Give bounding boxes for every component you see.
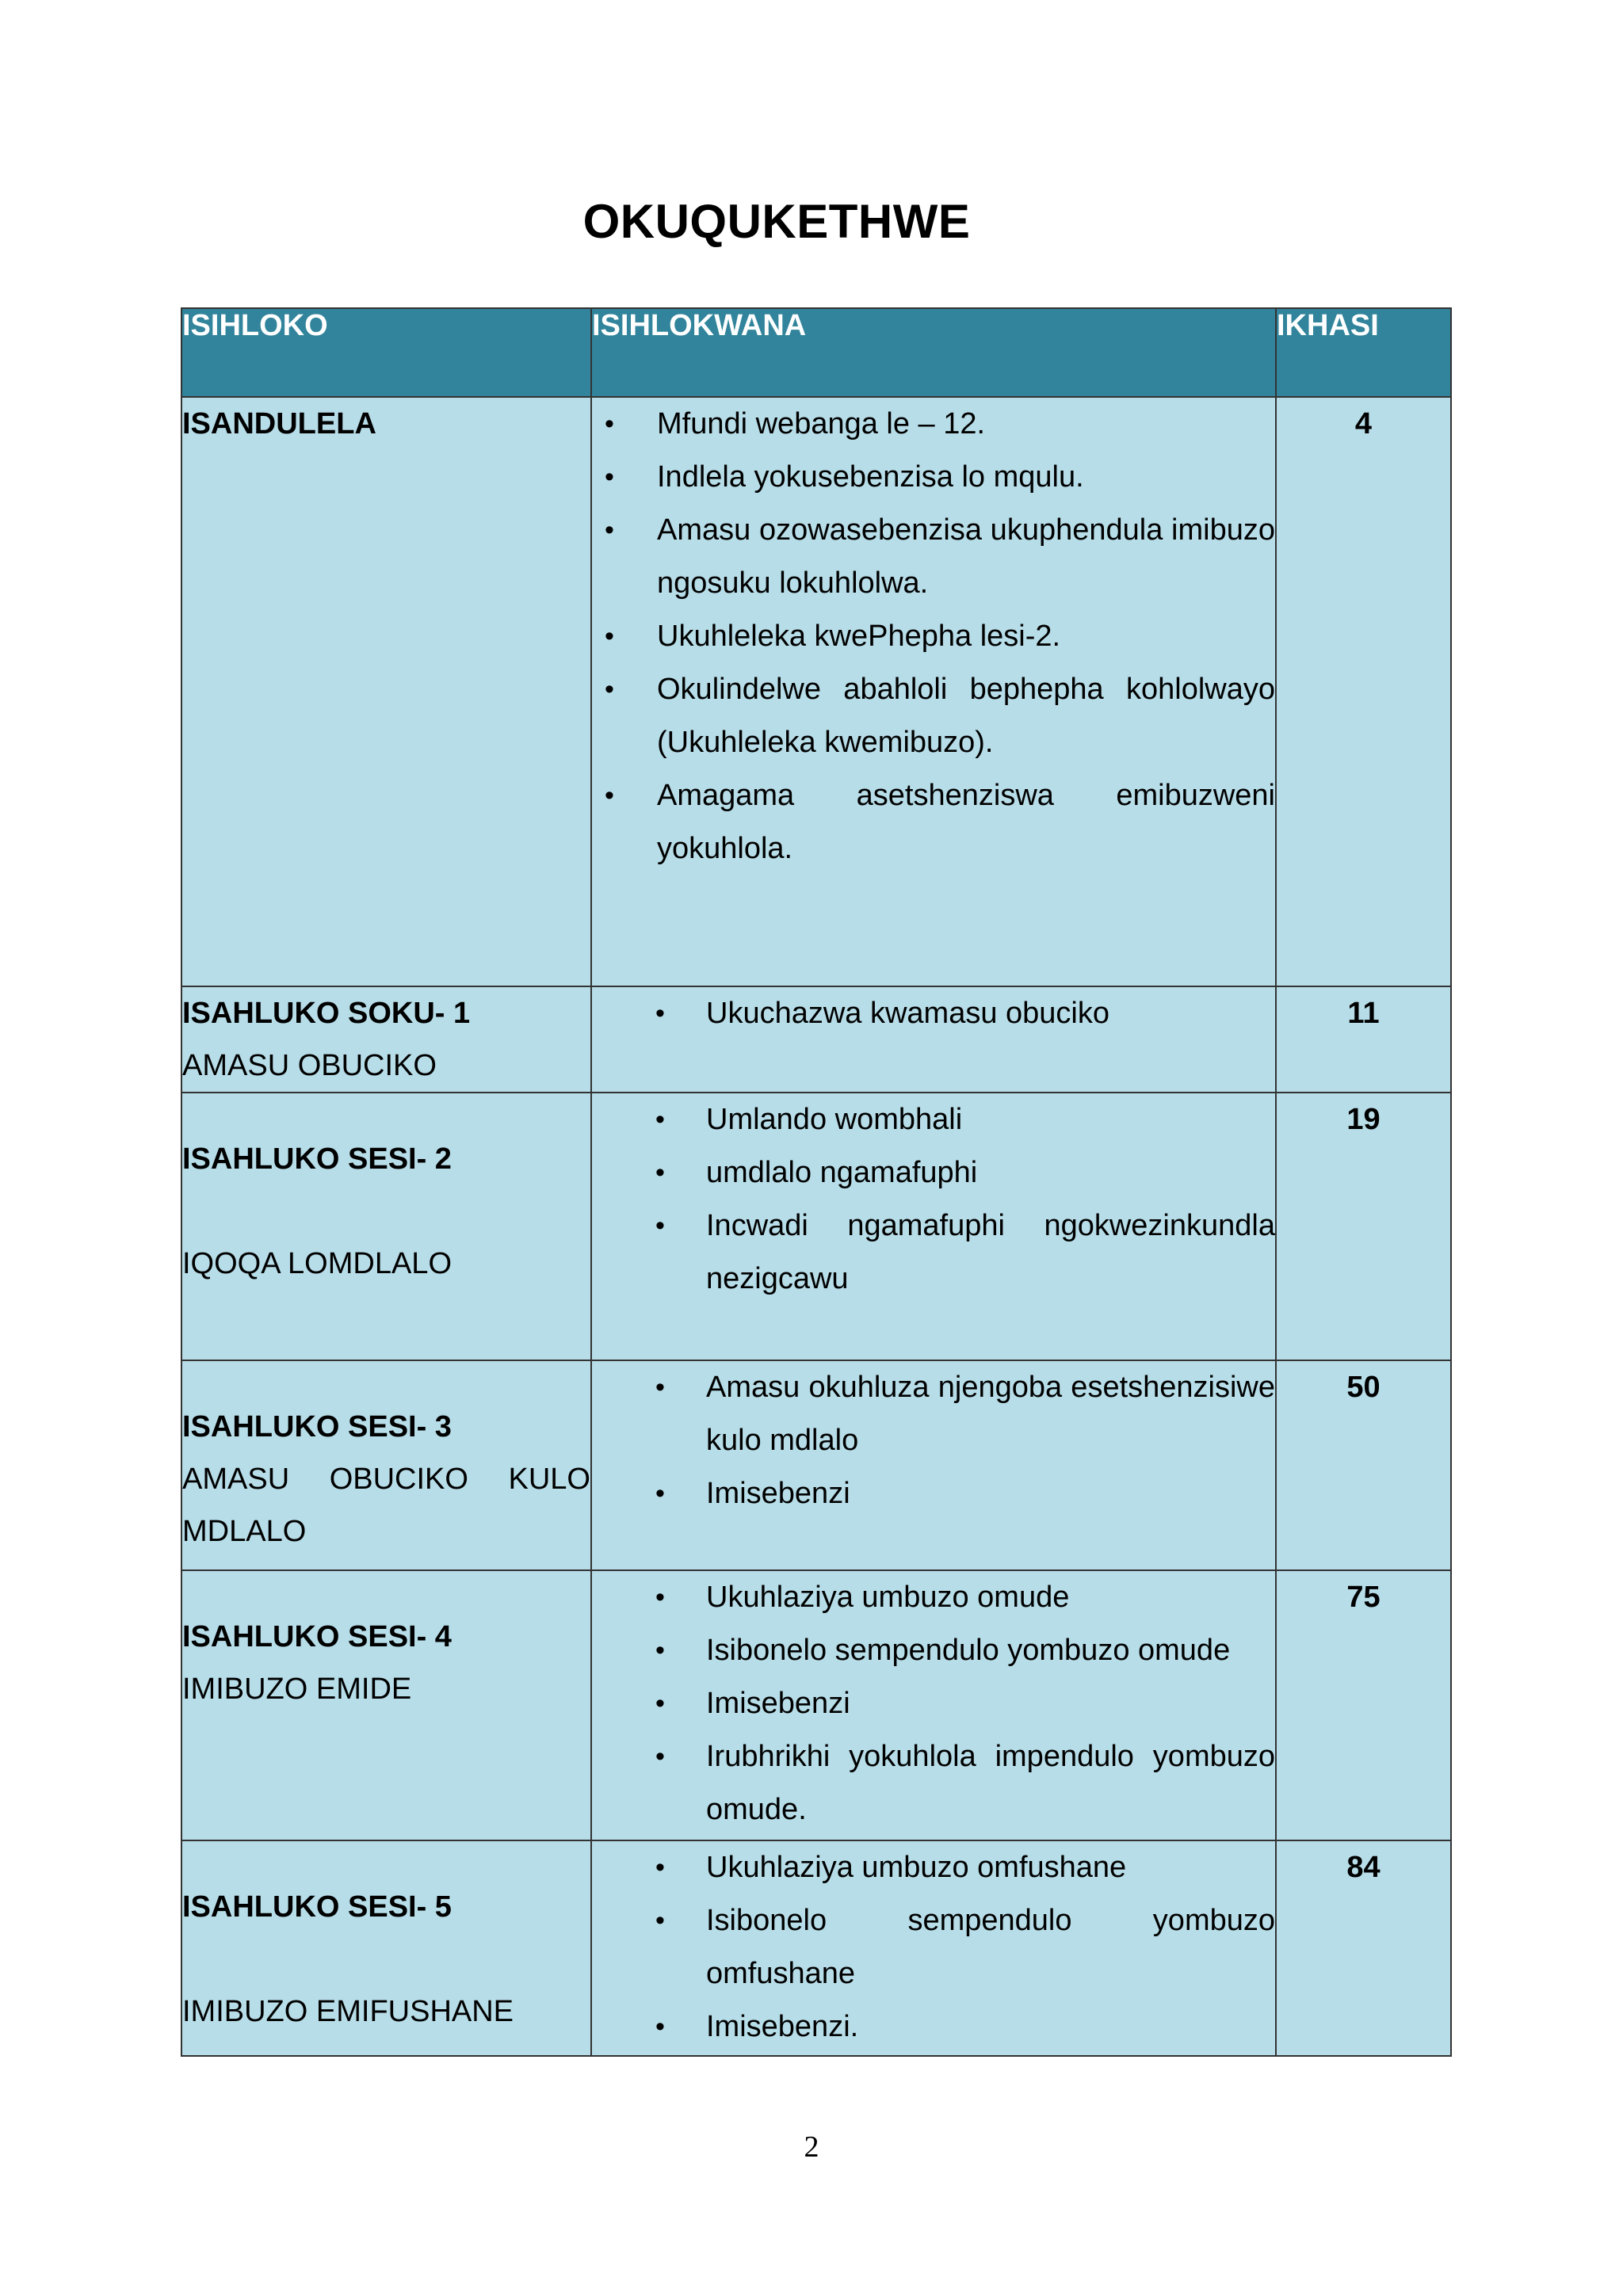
bullet-icon: • (655, 998, 665, 1028)
list-item: • Ukuhlaziya umbuzo omude (592, 1571, 1275, 1624)
bullet-icon: • (605, 780, 614, 810)
list-item: • Mfundi webanga le – 12. (592, 398, 1275, 451)
page-cell: 50 (1276, 1360, 1451, 1570)
bullet-icon: • (655, 1158, 665, 1188)
list-item: • Amagama asetshenziswa emibuzweni yokuhlola. (592, 769, 1275, 875)
section-code: ISAHLUKO SESI- 2 (182, 1142, 452, 1176)
topics-cell (591, 1360, 1276, 1570)
section-cell (181, 1840, 591, 2056)
header-topic: ISIHLOKO (181, 308, 591, 397)
table-row (181, 1360, 1451, 1570)
list-item: • Imisebenzi (592, 1677, 1275, 1730)
bullet-icon: • (655, 1478, 665, 1508)
page-cell: 84 (1276, 1840, 1451, 2056)
section-cell (181, 986, 591, 1093)
page-cell: 75 (1276, 1570, 1451, 1840)
list-item: • umdlalo ngamafuphi (592, 1146, 1275, 1199)
header-subtopic: ISIHLOKWANA (591, 308, 1276, 397)
topic-list (592, 1571, 1275, 1836)
list-item: • Imisebenzi (592, 1467, 1275, 1520)
section-cell (181, 1093, 591, 1360)
list-item: • Ukuhlaziya umbuzo omfushane (592, 1841, 1275, 1894)
section-name: AMASU OBUCIKO (182, 1049, 437, 1082)
topics-cell (591, 1840, 1276, 2056)
section-code: ISAHLUKO SESI- 3 (182, 1410, 452, 1444)
bullet-icon: • (605, 409, 614, 439)
topic-list (592, 1093, 1275, 1306)
table-header-row (181, 308, 1451, 397)
page-cell: 4 (1276, 397, 1451, 986)
page-title: OKUQUKETHWE (582, 195, 971, 248)
list-item: • Isibonelo sempendulo yombuzo omfushane (592, 1894, 1275, 2000)
section-code: ISAHLUKO SESI- 5 (182, 1890, 452, 1924)
table-row (181, 1093, 1451, 1360)
topic-list (592, 398, 1275, 875)
list-item: • Amasu okuhluza njengoba esetshenzisiwe kulo mdlalo (592, 1361, 1275, 1467)
section-name: IMIBUZO EMIFUSHANE (182, 1995, 514, 2028)
list-item: • Isibonelo sempendulo yombuzo omude (592, 1624, 1275, 1677)
list-item: • Imisebenzi. (592, 2000, 1275, 2054)
bullet-icon: • (655, 1852, 665, 1882)
bullet-icon: • (655, 1905, 665, 1936)
topic-list (592, 1841, 1275, 2054)
header-page: IKHASI (1276, 308, 1451, 397)
list-item: • Ukuhleleka kwePhepha lesi-2. (592, 610, 1275, 663)
list-item: • Incwadi ngamafuphi ngokwezinkundla nezigcawu (592, 1199, 1275, 1306)
bullet-icon: • (655, 1211, 665, 1241)
list-item: • Umlando wombhali (592, 1093, 1275, 1146)
topics-cell (591, 1570, 1276, 1840)
section-name: IQOQA LOMDLALO (182, 1247, 452, 1280)
section-code: ISAHLUKO SOKU- 1 (182, 997, 471, 1030)
bullet-icon: • (605, 515, 614, 545)
list-item: • Indlela yokusebenzisa lo mqulu. (592, 451, 1275, 504)
section-cell (181, 1570, 591, 1840)
table-row (181, 1840, 1451, 2056)
topics-cell (591, 397, 1276, 986)
bullet-icon: • (655, 2012, 665, 2042)
topics-cell (591, 986, 1276, 1093)
page-cell: 11 (1276, 986, 1451, 1093)
table-row (181, 397, 1451, 986)
table-row (181, 1570, 1451, 1840)
topic-list (592, 1361, 1275, 1520)
topic-list (592, 987, 1275, 1040)
page-number: 2 (804, 2130, 819, 2164)
section-name: IMIBUZO EMIDE (182, 1672, 412, 1706)
section-code: ISANDULELA (182, 407, 376, 441)
bullet-icon: • (605, 462, 614, 492)
bullet-icon: • (655, 1372, 665, 1402)
list-item: • Amasu ozowasebenzisa ukuphendula imibuzo ngosuku lokuhlolwa. (592, 504, 1275, 610)
section-cell (181, 397, 591, 986)
list-item: • Okulindelwe abahloli bephepha kohlolwayo (Ukuhleleka kwemibuzo). (592, 663, 1275, 769)
bullet-icon: • (655, 1635, 665, 1665)
page-cell: 19 (1276, 1093, 1451, 1360)
section-code: ISAHLUKO SESI- 4 (182, 1620, 452, 1653)
table-row (181, 986, 1451, 1093)
bullet-icon: • (605, 621, 614, 651)
bullet-icon: • (655, 1582, 665, 1612)
bullet-icon: • (655, 1741, 665, 1772)
section-name: AMASU OBUCIKO KULO MDLALO (182, 1463, 590, 1548)
topics-cell (591, 1093, 1276, 1360)
bullet-icon: • (605, 674, 614, 704)
bullet-icon: • (655, 1104, 665, 1135)
contents-table (181, 307, 1452, 2057)
section-cell (181, 1360, 591, 1570)
bullet-icon: • (655, 1688, 665, 1718)
list-item: • Irubhrikhi yokuhlola impendulo yombuzo omude. (592, 1730, 1275, 1836)
list-item: • Ukuchazwa kwamasu obuciko (592, 987, 1275, 1040)
